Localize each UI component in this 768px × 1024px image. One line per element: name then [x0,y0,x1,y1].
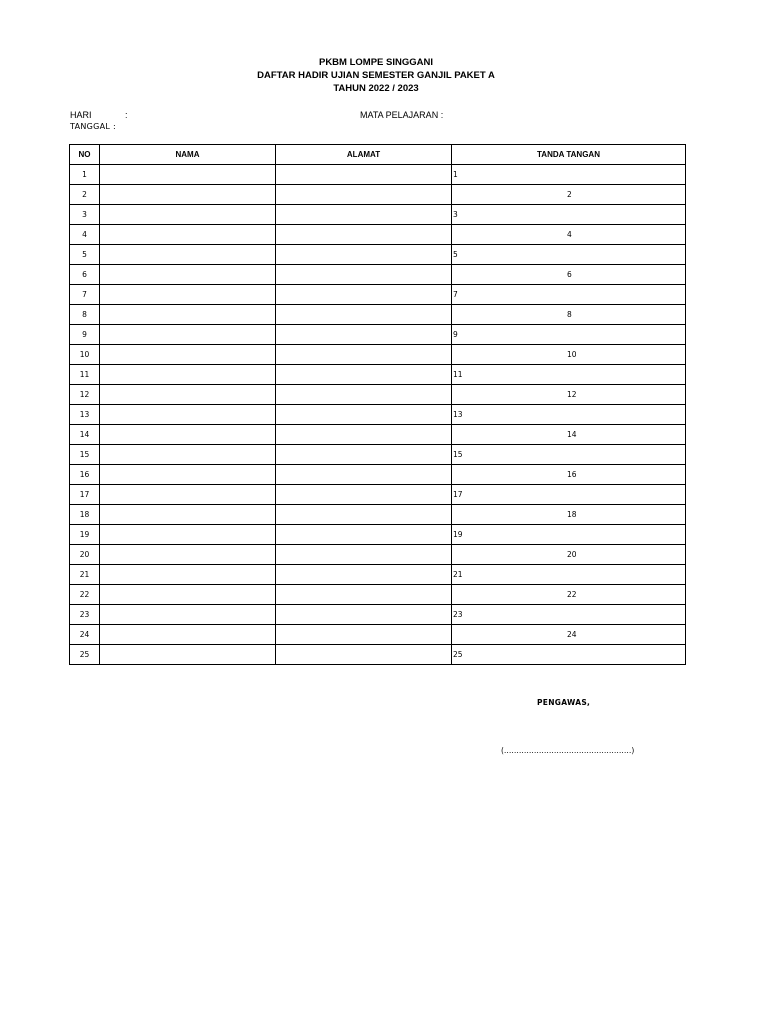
signature-number: 1 [453,170,458,179]
row-number: 11 [70,365,100,385]
row-number: 3 [70,205,100,225]
nama-cell[interactable] [100,165,276,185]
signature-number: 9 [453,330,458,339]
table-row [70,505,686,525]
row-number: 8 [70,305,100,325]
title-line-institution: PKBM LOMPE SINGGANI [318,57,433,68]
table-row [70,645,686,665]
tanggal-label: TANGGAL : [70,122,116,131]
table-row [70,485,686,505]
alamat-cell[interactable] [276,385,452,405]
nama-cell[interactable] [100,245,276,265]
tanda-tangan-cell[interactable] [452,305,686,325]
tanda-tangan-cell[interactable] [452,585,686,605]
attendance-rows [70,165,686,665]
alamat-cell[interactable] [276,625,452,645]
signature-number: 22 [567,590,577,599]
alamat-cell[interactable] [276,285,452,305]
signature-number: 13 [453,410,463,419]
table-row [70,565,686,585]
signature-number: 17 [453,490,463,499]
row-number: 24 [70,625,100,645]
table-row [70,265,686,285]
tanda-tangan-cell[interactable] [452,205,686,225]
nama-cell[interactable] [100,565,276,585]
row-number: 2 [70,185,100,205]
nama-cell[interactable] [100,225,276,245]
mata-pelajaran-field [360,109,443,121]
table-row [70,185,686,205]
nama-cell[interactable] [100,465,276,485]
alamat-cell[interactable] [276,505,452,525]
alamat-cell[interactable] [276,365,452,385]
table-row [70,225,686,245]
alamat-cell[interactable] [276,565,452,585]
alamat-cell[interactable] [276,205,452,225]
row-number: 10 [70,345,100,365]
signature-number: 5 [453,250,458,259]
tanda-tangan-cell[interactable] [452,465,686,485]
table-row [70,545,686,565]
title-line-year: TAHUN 2022 / 2023 [333,83,419,94]
alamat-cell[interactable] [276,265,452,285]
table-row [70,205,686,225]
row-number: 22 [70,585,100,605]
row-number: 21 [70,565,100,585]
signature-number: 14 [567,430,577,439]
table-row [70,605,686,625]
nama-cell[interactable] [100,505,276,525]
nama-cell[interactable] [100,525,276,545]
tanda-tangan-cell[interactable] [452,565,686,585]
alamat-cell[interactable] [276,465,452,485]
nama-cell[interactable] [100,365,276,385]
alamat-cell[interactable] [276,165,452,185]
tanda-tangan-cell[interactable] [452,545,686,565]
table-row [70,405,686,425]
signature-number: 24 [567,630,577,639]
tanda-tangan-cell[interactable] [452,245,686,265]
tanda-tangan-cell[interactable] [452,605,686,625]
alamat-cell[interactable] [276,225,452,245]
signature-number: 20 [567,550,577,559]
signature-number: 25 [453,650,463,659]
alamat-cell[interactable] [276,585,452,605]
tanda-tangan-cell[interactable] [452,645,686,665]
tanda-tangan-cell[interactable] [452,345,686,365]
row-number: 7 [70,285,100,305]
tanda-tangan-cell[interactable] [452,625,686,645]
table-row [70,165,686,185]
signature-number: 7 [453,290,458,299]
column-header-alamat: ALAMAT [276,145,452,165]
alamat-cell[interactable] [276,345,452,365]
table-row [70,345,686,365]
signature-number: 6 [567,270,572,279]
table-row [70,325,686,345]
nama-cell[interactable] [100,425,276,445]
nama-cell[interactable] [100,545,276,565]
tanda-tangan-cell[interactable] [452,185,686,205]
tanda-tangan-cell[interactable] [452,285,686,305]
nama-cell[interactable] [100,345,276,365]
table-row [70,625,686,645]
signature-number: 15 [453,450,463,459]
tanda-tangan-cell[interactable] [452,225,686,245]
alamat-cell[interactable] [276,185,452,205]
alamat-cell[interactable] [276,525,452,545]
row-number: 12 [70,385,100,405]
tanda-tangan-cell[interactable] [452,165,686,185]
signature-number: 21 [453,570,463,579]
row-number: 18 [70,505,100,525]
alamat-cell[interactable] [276,405,452,425]
row-number: 20 [70,545,100,565]
tanda-tangan-cell[interactable] [452,445,686,465]
nama-cell[interactable] [100,405,276,425]
row-number: 6 [70,265,100,285]
tanda-tangan-cell[interactable] [452,485,686,505]
nama-cell[interactable] [100,605,276,625]
table-row [70,585,686,605]
alamat-cell[interactable] [276,545,452,565]
nama-cell[interactable] [100,645,276,665]
nama-cell[interactable] [100,325,276,345]
alamat-cell[interactable] [276,485,452,505]
nama-cell[interactable] [100,485,276,505]
alamat-cell[interactable] [276,645,452,665]
tanda-tangan-cell[interactable] [452,265,686,285]
document-title [0,56,752,95]
row-number: 16 [70,465,100,485]
nama-cell[interactable] [100,285,276,305]
tanggal-field [70,121,116,133]
row-number: 23 [70,605,100,625]
row-number: 1 [70,165,100,185]
row-number: 9 [70,325,100,345]
table-row [70,285,686,305]
signature-number: 8 [567,310,572,319]
signature-number: 19 [453,530,463,539]
nama-cell[interactable] [100,205,276,225]
table-row [70,385,686,405]
column-header-tanda-tangan: TANDA TANGAN [452,145,686,165]
nama-cell[interactable] [100,625,276,645]
attendance-table [69,144,686,665]
alamat-cell[interactable] [276,425,452,445]
tanda-tangan-cell[interactable] [452,405,686,425]
hari-colon: : [125,110,128,120]
pengawas-label: PENGAWAS, [537,698,591,707]
nama-cell[interactable] [100,305,276,325]
signature-number: 3 [453,210,458,219]
nama-cell[interactable] [100,185,276,205]
signature-number: 18 [567,510,577,519]
pengawas-signature-line: (……………………………………………) [501,746,635,755]
signature-number: 2 [567,190,572,199]
tanda-tangan-cell[interactable] [452,525,686,545]
row-number: 19 [70,525,100,545]
signature-number: 12 [567,390,577,399]
row-number: 17 [70,485,100,505]
title-line-document: DAFTAR HADIR UJIAN SEMESTER GANJIL PAKET A [257,70,495,81]
table-row [70,305,686,325]
alamat-cell[interactable] [276,305,452,325]
signature-number: 4 [567,230,572,239]
column-header-nama: NAMA [100,145,276,165]
alamat-cell[interactable] [276,325,452,345]
mata-pelajaran-label: MATA PELAJARAN : [360,110,444,120]
signature-number: 16 [567,470,577,479]
column-header-no: NO [70,145,100,165]
hari-field [70,109,128,121]
signature-number: 10 [567,350,577,359]
nama-cell[interactable] [100,585,276,605]
row-number: 5 [70,245,100,265]
signature-number: 23 [453,610,463,619]
table-row [70,425,686,445]
row-number: 14 [70,425,100,445]
table-row [70,365,686,385]
table-row [70,525,686,545]
nama-cell[interactable] [100,385,276,405]
table-row [70,465,686,485]
table-header-row [70,145,686,165]
tanda-tangan-cell[interactable] [452,425,686,445]
nama-cell[interactable] [100,445,276,465]
row-number: 13 [70,405,100,425]
nama-cell[interactable] [100,265,276,285]
tanda-tangan-cell[interactable] [452,385,686,405]
row-number: 25 [70,645,100,665]
row-number: 15 [70,445,100,465]
table-row [70,245,686,265]
alamat-cell[interactable] [276,605,452,625]
row-number: 4 [70,225,100,245]
tanda-tangan-cell[interactable] [452,505,686,525]
signature-number: 11 [453,370,463,379]
alamat-cell[interactable] [276,245,452,265]
tanda-tangan-cell[interactable] [452,365,686,385]
table-row [70,445,686,465]
alamat-cell[interactable] [276,445,452,465]
tanda-tangan-cell[interactable] [452,325,686,345]
hari-label: HARI [70,110,92,120]
